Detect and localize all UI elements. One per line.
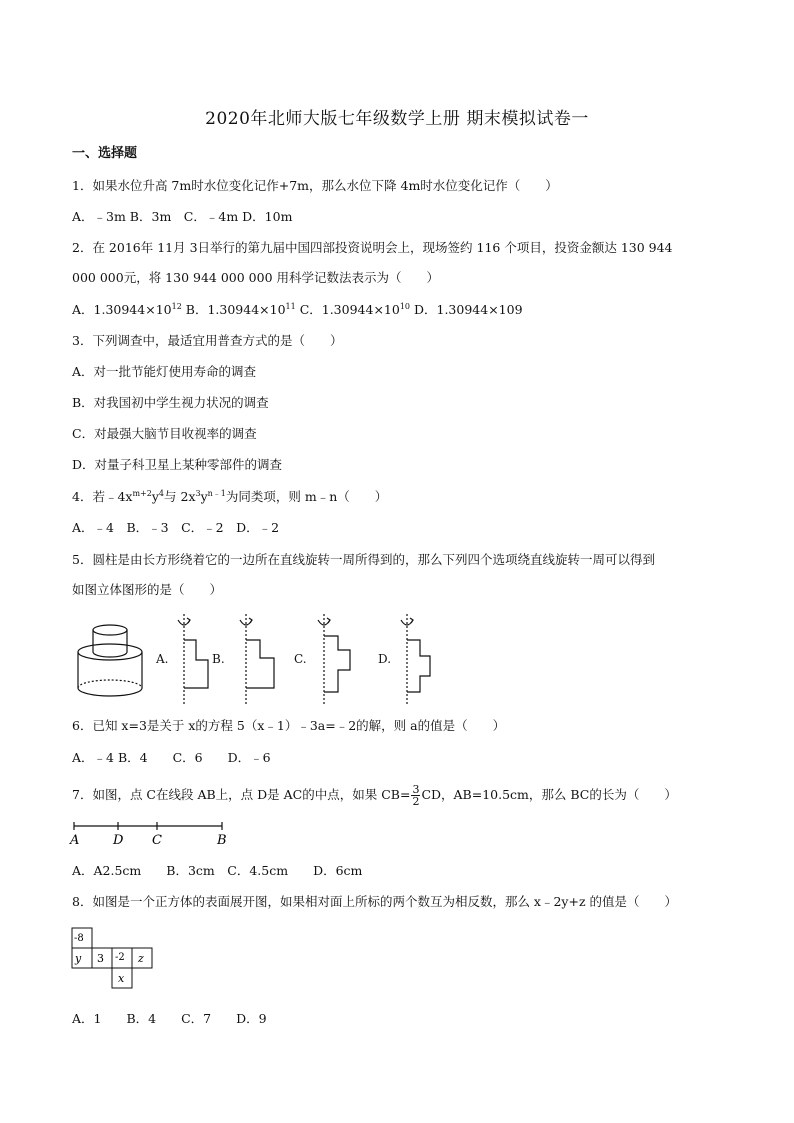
net-label-z: z bbox=[138, 952, 144, 965]
question-3-option-a: A．对一批节能灯使用寿命的调查 bbox=[72, 364, 257, 379]
question-2-stem-line1: 2．在 2016年 11月 3日举行的第九届中国四部投资说明会上，现场签约 116 个项目，投资金额达 130 944 bbox=[72, 240, 673, 255]
net-label-3: 3 bbox=[97, 952, 104, 965]
page-title: 2020年北师大版七年级数学上册 期末模拟试卷一 bbox=[205, 109, 589, 129]
net-label-x: x bbox=[118, 972, 125, 985]
question-6-stem: 6．已知 x=3是关于 x的方程 5（x﹣1）﹣3a=﹣2的解，则 a的值是（ ） bbox=[72, 718, 506, 733]
segment-ab-figure bbox=[66, 818, 246, 848]
question-3-option-c: C．对最强大脑节目收视率的调查 bbox=[72, 426, 257, 441]
option-d-label: D. bbox=[378, 652, 392, 666]
option-a-shape bbox=[178, 614, 208, 706]
point-d-label: D bbox=[113, 833, 124, 848]
question-2-stem-line2: 000 000元，将 130 944 000 000 用科学记数法表示为（ ） bbox=[72, 270, 439, 285]
question-4-options: A．﹣4 B．﹣3 C．﹣2 D．﹣2 bbox=[72, 520, 280, 535]
stacked-cylinder-figure bbox=[78, 625, 142, 696]
option-b-label: B. bbox=[212, 652, 225, 666]
question-8-stem: 8．如图是一个正方体的表面展开图，如果相对面上所标的两个数互为相反数，那么 x﹣2y+z 的值是（ ） bbox=[72, 894, 678, 909]
net-label-y: y bbox=[75, 952, 82, 965]
point-c-label: C bbox=[152, 833, 162, 848]
net-label-neg8: -8 bbox=[74, 933, 84, 944]
question-8-options: A．1 B．4 C．7 D．9 bbox=[72, 1011, 267, 1026]
question-1-options: A．﹣3m B．3m C．﹣4m D．10m bbox=[72, 209, 293, 224]
net-label-neg2: -2 bbox=[115, 952, 125, 963]
cube-net-figure bbox=[70, 926, 160, 990]
question-3-stem: 3．下列调查中，最适宜用普查方式的是（ ） bbox=[72, 333, 343, 348]
point-a-label: A bbox=[70, 833, 80, 848]
question-6-options: A．﹣4 B．4 C．6 D．﹣6 bbox=[72, 750, 271, 765]
question-5-stem-line1: 5．圆柱是由长方形绕着它的一边所在直线旋转一周所得到的，那么下列四个选项绕直线旋转一周可以得到 bbox=[72, 552, 655, 567]
point-b-label: B bbox=[217, 833, 227, 848]
section-heading: 一、选择题 bbox=[72, 146, 138, 161]
question-1-stem: 1．如果水位升高 7m时水位变化记作+7m，那么水位下降 4m时水位变化记作（ ） bbox=[72, 178, 558, 193]
option-c-shape bbox=[318, 614, 350, 706]
question-4-stem: 4．若$﹣4x^{m+2}y^4$与 $2x^3y^{n﹣1}$为同类项，则 m﹣n（ ） bbox=[72, 489, 388, 504]
option-c-label: C. bbox=[294, 652, 307, 666]
question-5-stem-line2: 如图立体图形的是（ ） bbox=[72, 582, 223, 597]
question-3-option-b: B．对我国初中学生视力状况的调查 bbox=[72, 395, 269, 410]
option-a-label: A. bbox=[156, 652, 169, 666]
option-b-shape bbox=[240, 614, 274, 706]
question-3-option-d: D．对量子科卫星上某种零部件的调查 bbox=[72, 457, 283, 472]
fraction-three-halves: $\frac{3}{2}$ bbox=[412, 783, 420, 808]
question-2-options: A．$1.30944\times 10^{12}$ B．$1.30944\times 10^{11}$ C．$1.30944\times 10^{10}$ D．1.30944×109 bbox=[72, 302, 523, 317]
option-d-shape bbox=[401, 614, 430, 706]
question-7-options: A．A2.5cm B．3cm C．4.5cm D．6cm bbox=[72, 863, 363, 878]
question-7-stem: 7．如图，点 C在线段 AB上，点 D是 AC的中点，如果 CB= $\frac{3}{2}$ CD，AB=10.5cm，那么 BC的长为（ ） bbox=[72, 783, 677, 808]
